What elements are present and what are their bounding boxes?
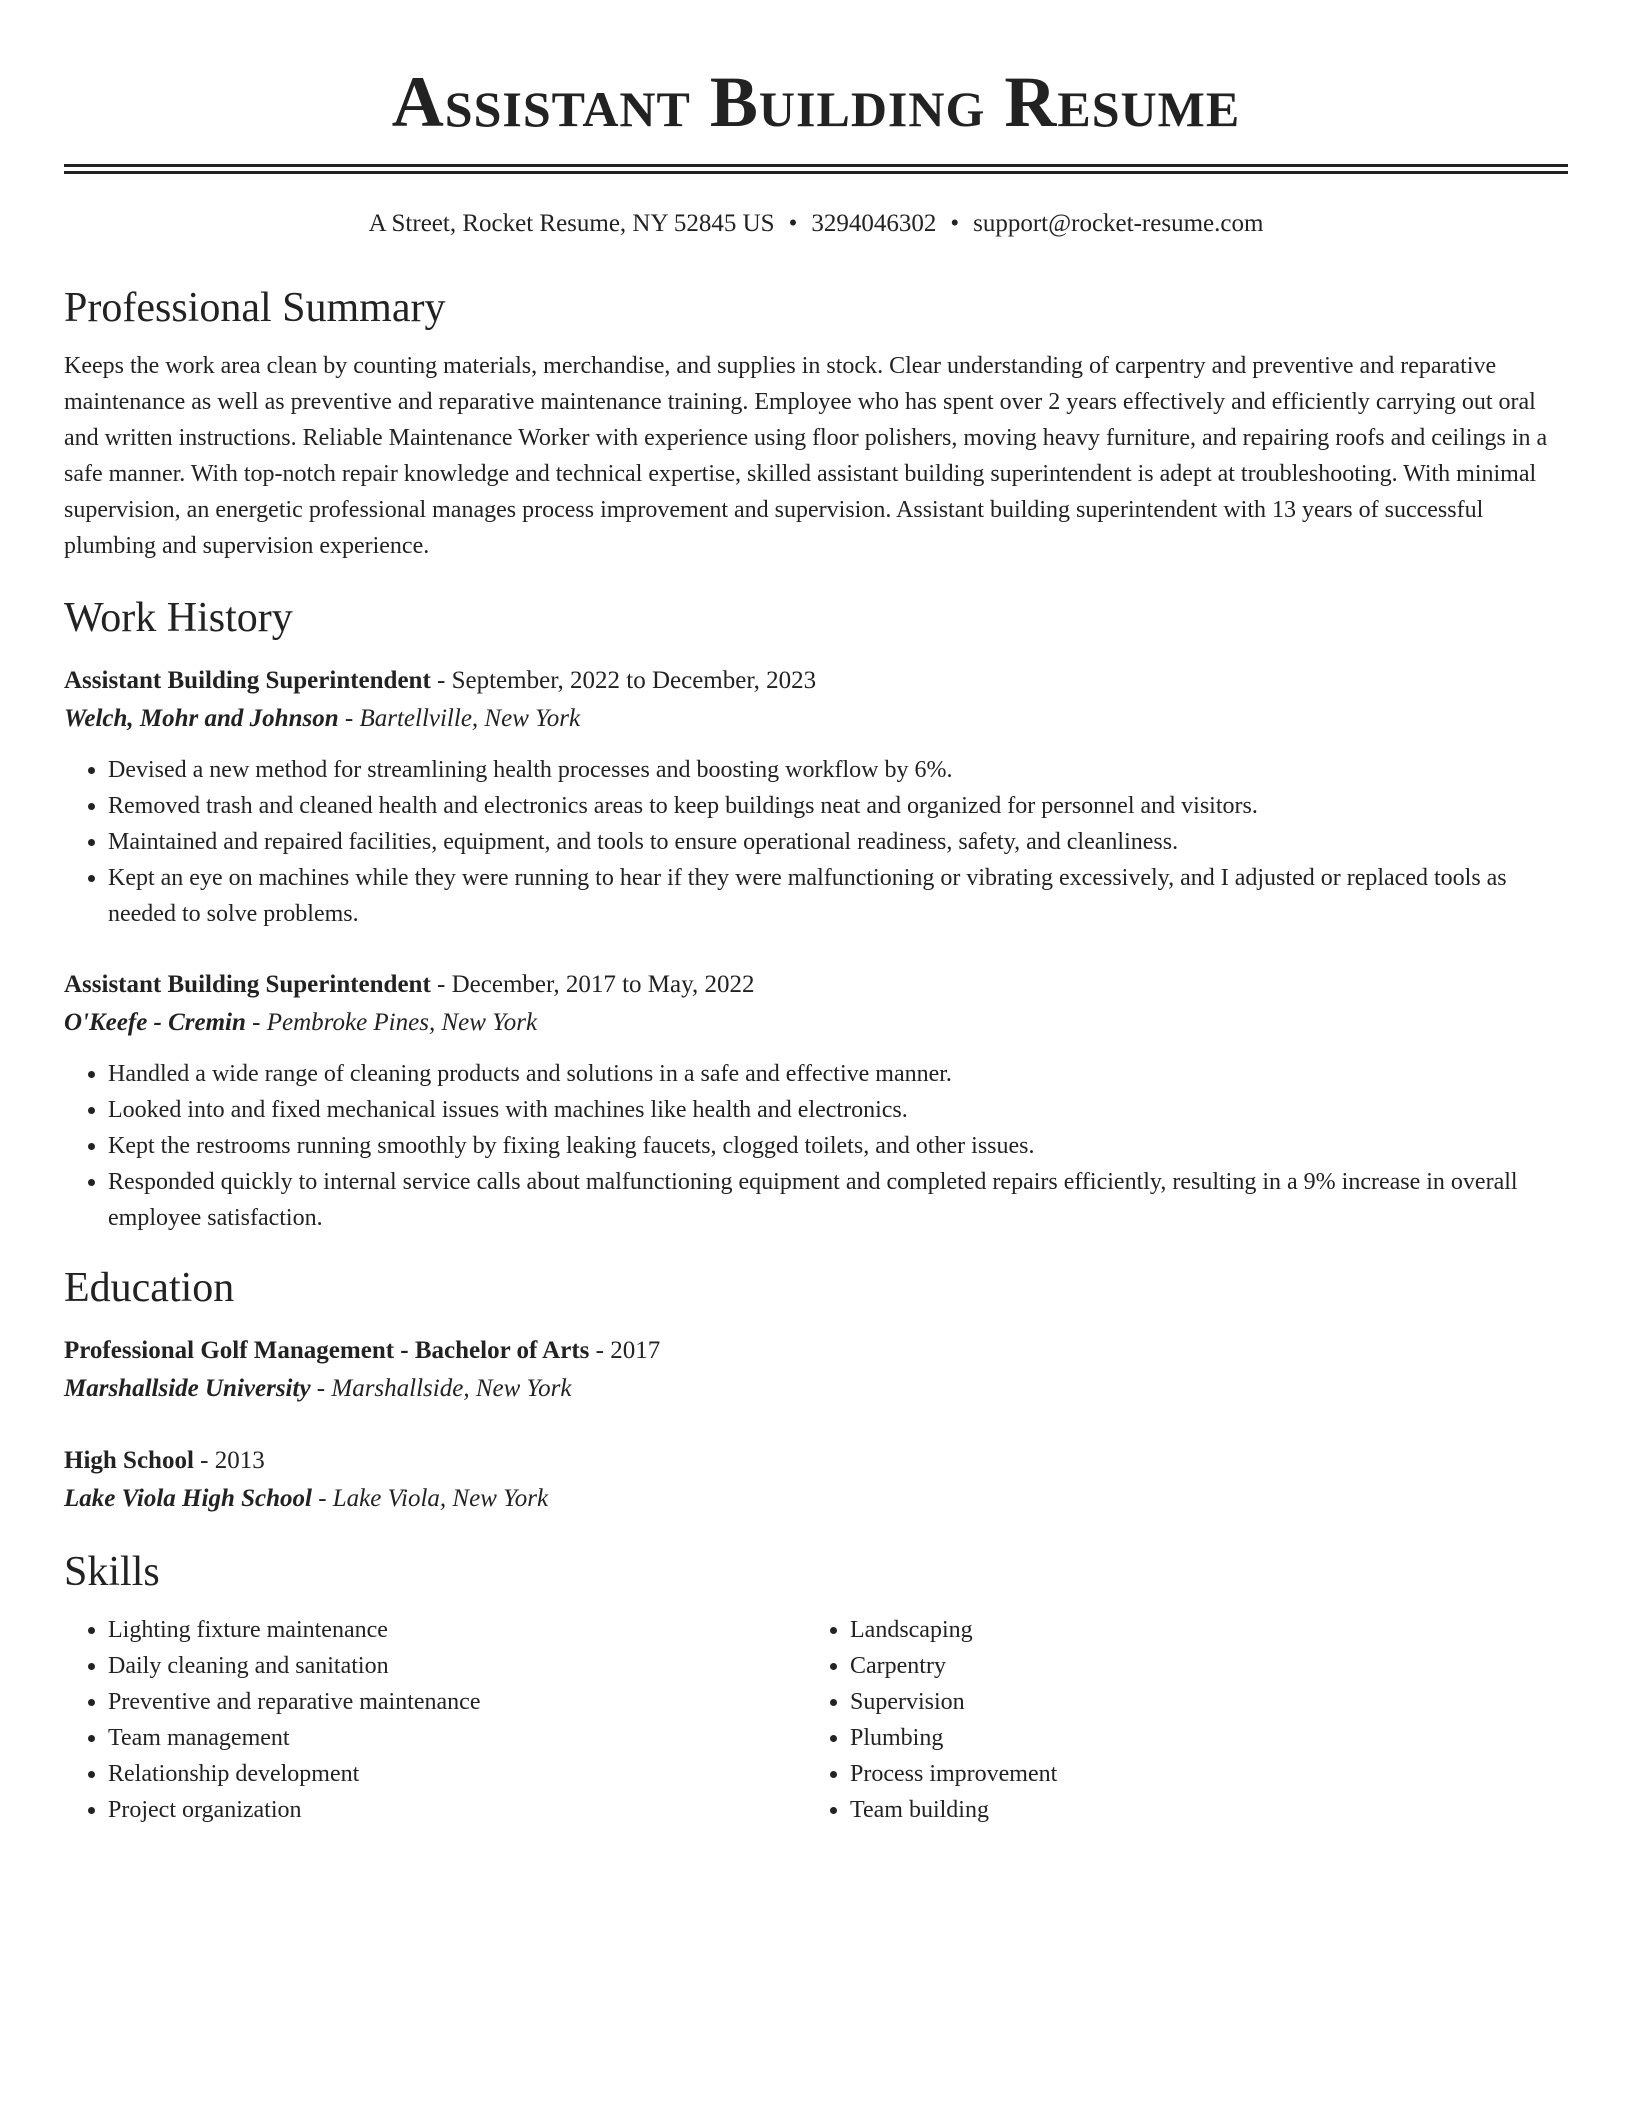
job-bullet: • Handled a wide range of cleaning products and solutions in a safe and effective manner.	[108, 1056, 1568, 1092]
contact-phone: 3294046302	[811, 210, 937, 237]
education-school-line: Lake Viola High School - Lake Viola, New York	[64, 1485, 549, 1512]
job-bullets	[64, 1056, 1568, 1236]
job-entry	[64, 966, 1568, 1236]
education-entry	[64, 1442, 1568, 1518]
education-school-line: Marshallside University - Marshallside, New York	[64, 1375, 572, 1402]
skill-item: • Daily cleaning and sanitation	[108, 1648, 806, 1684]
education-degree-line: High School - 2013	[64, 1447, 265, 1474]
skill-item: • Supervision	[850, 1684, 1548, 1720]
job-company-line: O'Keefe - Cremin - Pembroke Pines, New York	[64, 1009, 538, 1036]
job-bullet: • Responded quickly to internal service calls about malfunctioning equipment and completed repairs efficiently, resulting in a 9% increase in overall employee satisfaction.	[108, 1164, 1568, 1236]
contact-separator: •	[788, 210, 798, 237]
contact-line	[64, 208, 1568, 240]
job-bullets	[64, 752, 1568, 932]
education-year: 2013	[214, 1447, 265, 1474]
skill-item: • Team management	[108, 1720, 806, 1756]
job-bullet: • Kept an eye on machines while they were running to hear if they were malfunctioning or vibrating excessively, and I adjusted or replaced tools as needed to solve problems.	[108, 860, 1568, 932]
job-company: O'Keefe - Cremin	[64, 1009, 246, 1036]
skill-item: • Preventive and reparative maintenance	[108, 1684, 806, 1720]
job-dates: September, 2022 to December, 2023	[451, 667, 817, 694]
skill-item: • Plumbing	[850, 1720, 1548, 1756]
education-degree: High School	[64, 1447, 194, 1474]
job-bullet: • Kept the restrooms running smoothly by fixing leaking faucets, clogged toilets, and other issues.	[108, 1128, 1568, 1164]
skill-item: • Process improvement	[850, 1756, 1548, 1792]
education-location: Lake Viola, New York	[332, 1485, 549, 1512]
education-school: Lake Viola High School	[64, 1485, 312, 1512]
education-school: Marshallside University	[64, 1375, 311, 1402]
job-company: Welch, Mohr and Johnson	[64, 705, 339, 732]
job-title: Assistant Building Superintendent	[64, 667, 431, 694]
contact-email: support@rocket-resume.com	[973, 210, 1264, 237]
job-location: Bartellville, New York	[359, 705, 581, 732]
job-bullet: • Devised a new method for streamlining health processes and boosting workflow by 6%.	[108, 752, 1568, 788]
skill-item: • Landscaping	[850, 1612, 1548, 1648]
skill-item: • Carpentry	[850, 1648, 1548, 1684]
skill-item: • Lighting fixture maintenance	[108, 1612, 806, 1648]
skills-heading: Skills	[64, 1549, 160, 1595]
skills-list-left	[64, 1612, 806, 1828]
job-entry	[64, 662, 1568, 932]
education-heading: Education	[64, 1265, 235, 1311]
job-company-line: Welch, Mohr and Johnson - Bartellville, New York	[64, 705, 581, 732]
job-bullet: • Removed trash and cleaned health and electronics areas to keep buildings neat and organized for personnel and visitors.	[108, 788, 1568, 824]
education-degree-line: Professional Golf Management - Bachelor of Arts - 2017	[64, 1337, 661, 1364]
education-year: 2017	[610, 1337, 661, 1364]
job-title: Assistant Building Superintendent	[64, 971, 431, 998]
job-location: Pembroke Pines, New York	[266, 1009, 538, 1036]
job-title-line: Assistant Building Superintendent - December, 2017 to May, 2022	[64, 971, 755, 998]
summary-text: Keeps the work area clean by counting materials, merchandise, and supplies in stock. Clear understanding of carpentry and preventive and reparative maintenance as well as preventive and reparative maintenance training. Employee who has spent over 2 years effectively and efficiently carrying out oral and written instructions. Reliable Maintenance Worker with experience using floor polishers, moving heavy furniture, and repairing roofs and ceilings in a safe manner. With top-notch repair knowledge and technical expertise, skilled assistant building superintendent is adept at troubleshooting. With minimal supervision, an energetic professional manages process improvement and supervision. Assistant building superintendent with 13 years of successful plumbing and supervision experience.	[64, 353, 1548, 559]
job-title-line: Assistant Building Superintendent - September, 2022 to December, 2023	[64, 667, 817, 694]
skill-item: • Project organization	[108, 1792, 806, 1828]
skill-item: • Relationship development	[108, 1756, 806, 1792]
contact-address: A Street, Rocket Resume, NY 52845 US	[368, 210, 775, 237]
skills-columns	[64, 1612, 1568, 1828]
job-bullet: • Maintained and repaired facilities, equipment, and tools to ensure operational readiness, safety, and cleanliness.	[108, 824, 1568, 860]
contact-separator: •	[950, 210, 960, 237]
education-location: Marshallside, New York	[331, 1375, 572, 1402]
skills-list-right	[806, 1612, 1548, 1828]
job-dates: December, 2017 to May, 2022	[451, 971, 755, 998]
resume-title: Assistant Building Resume	[391, 62, 1241, 142]
summary-heading: Professional Summary	[64, 285, 446, 331]
title-divider	[64, 164, 1568, 174]
education-entry	[64, 1332, 1568, 1408]
skill-item: • Team building	[850, 1792, 1548, 1828]
job-bullet: • Looked into and fixed mechanical issues with machines like health and electronics.	[108, 1092, 1568, 1128]
work-history-heading: Work History	[64, 595, 293, 641]
education-degree: Professional Golf Management - Bachelor of Arts	[64, 1337, 590, 1364]
